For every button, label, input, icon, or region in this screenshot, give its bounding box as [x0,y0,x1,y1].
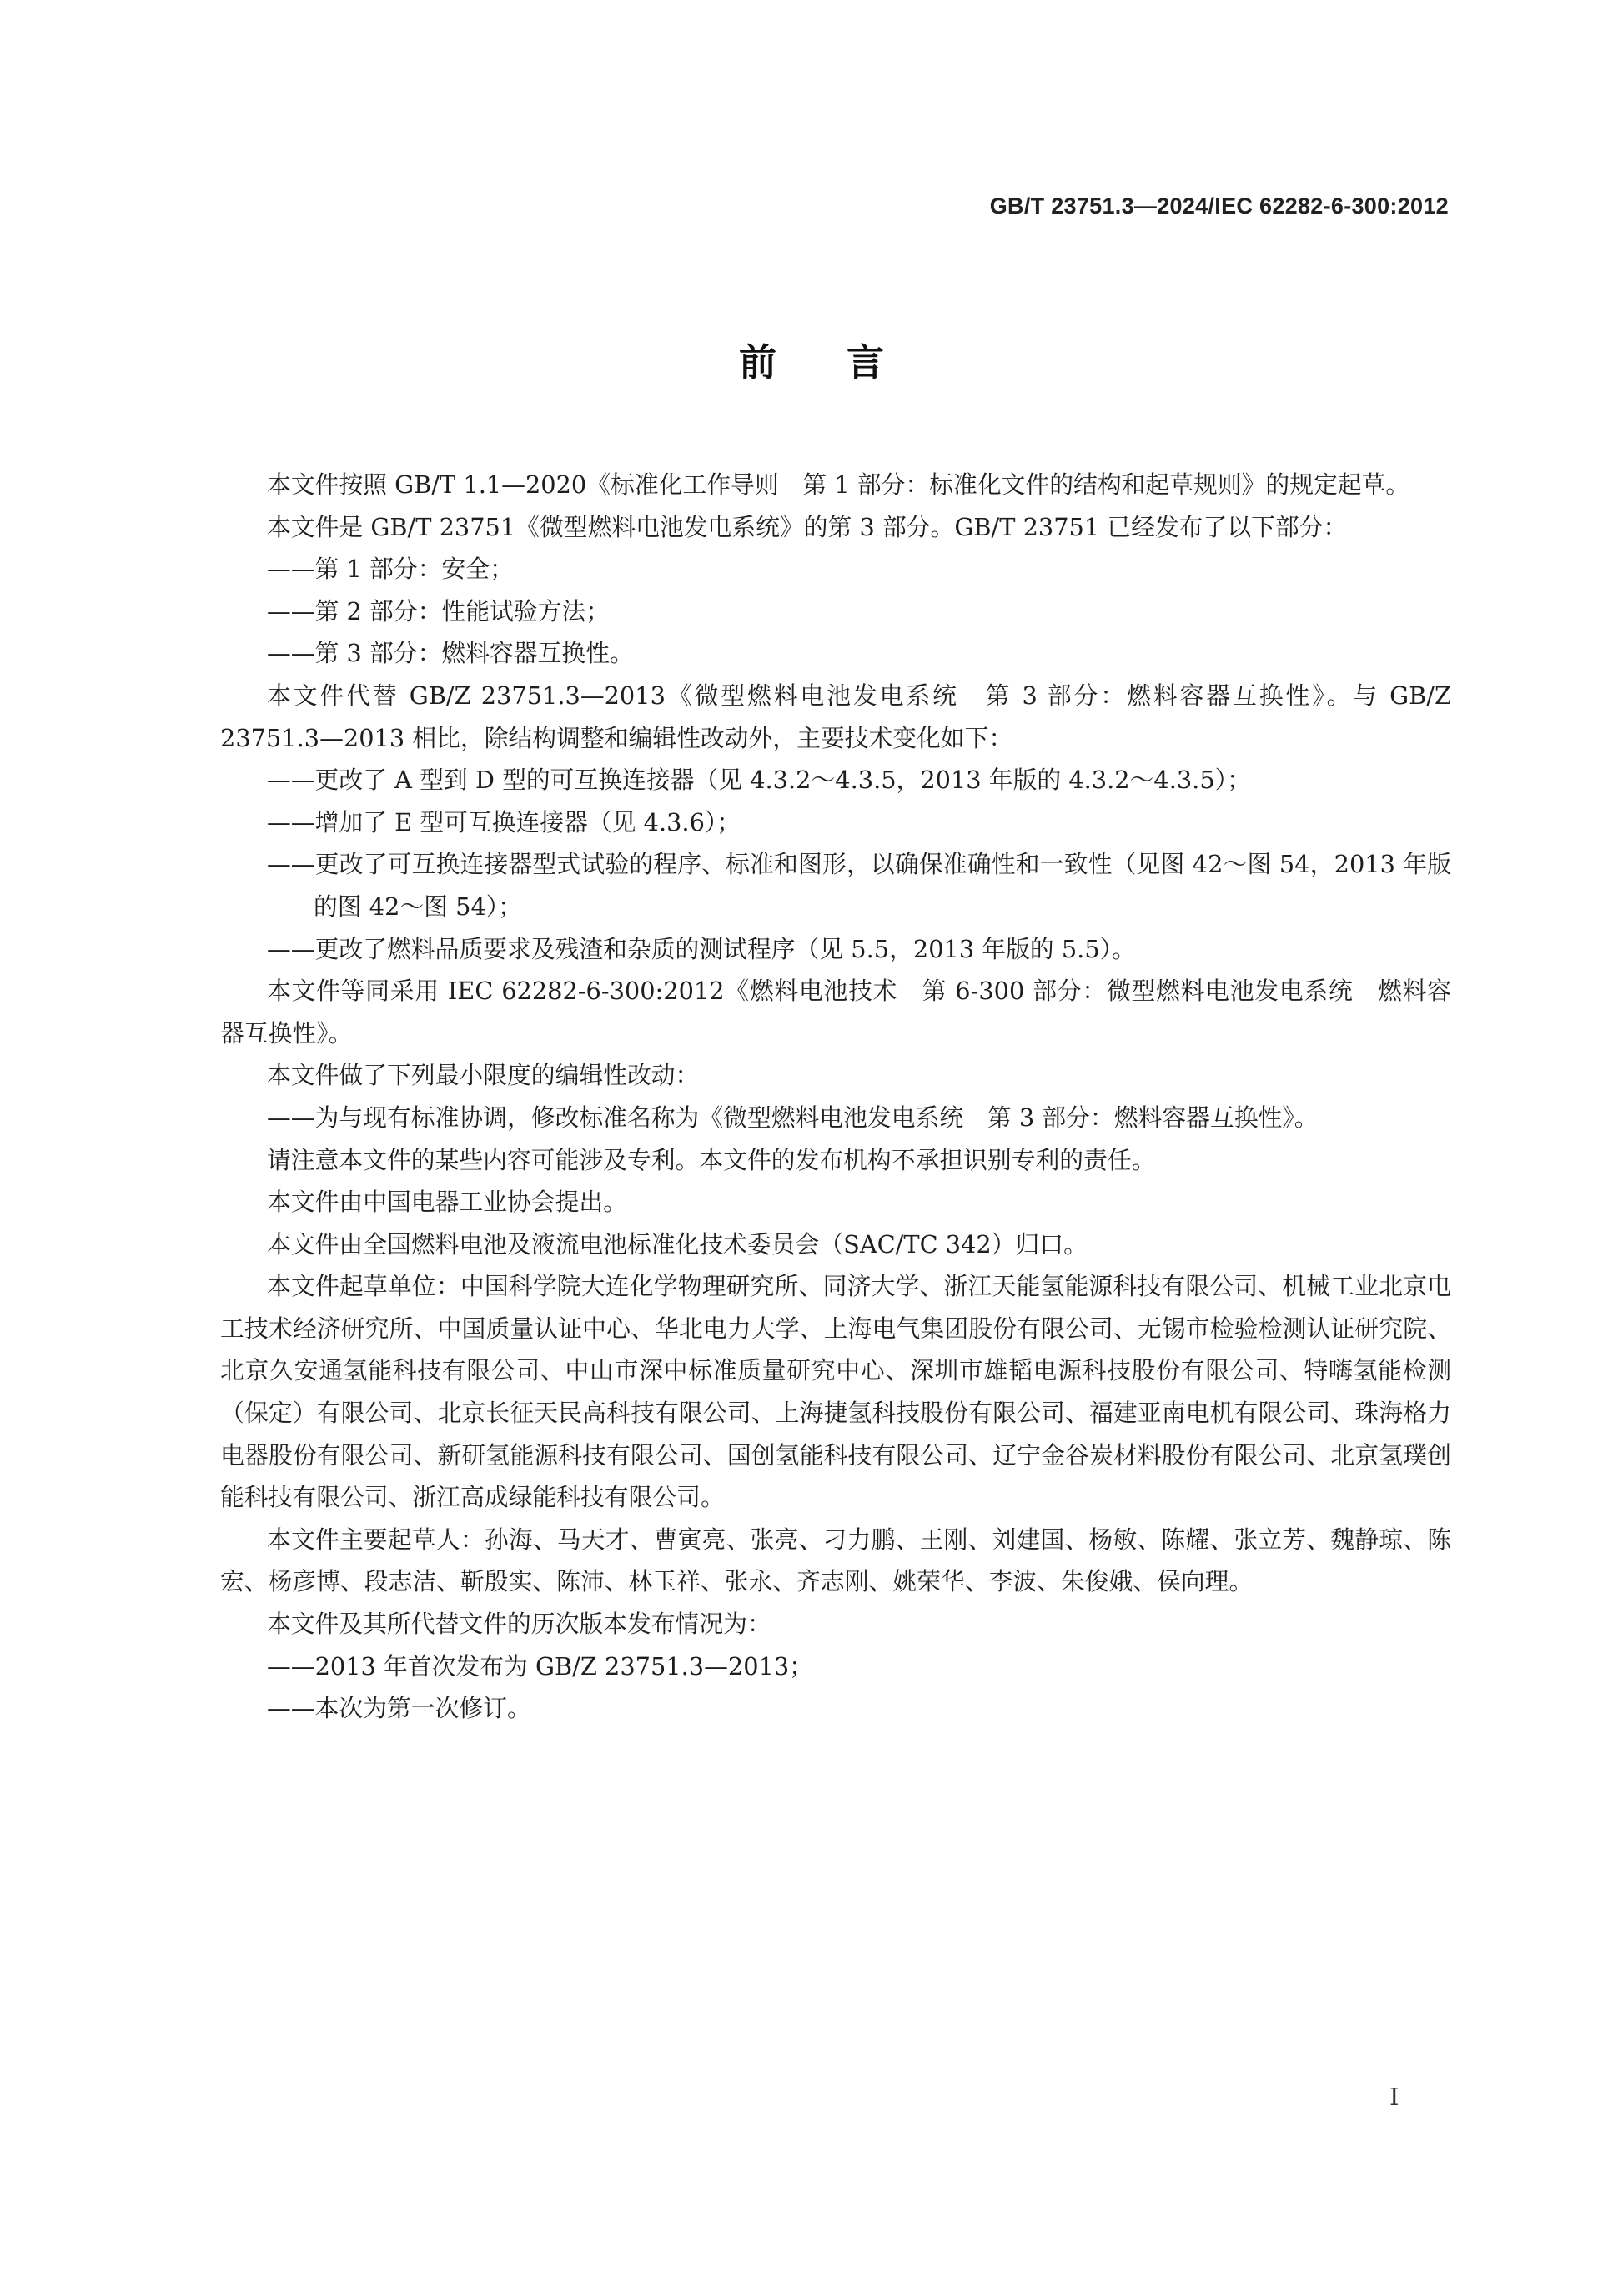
paragraph-editorial-changes: 本文件做了下列最小限度的编辑性改动： [267,1061,700,1090]
list-item-change-tests: ——更改了可互换连接器型式试验的程序、标准和图形，以确保准确性和一致性（见图 42～图 54，2013 年版的图 42～图 54）； [267,850,1451,921]
list-item-part-2: ——第 2 部分：性能试验方法； [267,596,610,625]
paragraph-drafting-rules: 本文件按照 GB/T 1.1—2020《标准化工作导则 第 1 部分：标准化文件的结构和起草规则》的规定起草。 [267,470,1410,499]
paragraph-series-parts: 本文件是 GB/T 23751《微型燃料电池发电系统》的第 3 部分。GB/T 23751 已经发布了以下部分： [267,512,1348,541]
body-text [220,464,1451,1730]
list-item-change-fuel-quality: ——更改了燃料品质要求及残渣和杂质的测试程序（见 5.5，2013 年版的 5.5）。 [267,934,1136,963]
paragraph-history-revision: ——本次为第一次修订。 [267,1694,531,1723]
list-item-part-1: ——第 1 部分：安全； [267,555,514,584]
page-number: I [1389,2082,1399,2111]
list-item-part-3: ——第 3 部分：燃料容器互换性。 [267,639,634,668]
list-item-change-type-e: ——增加了 E 型可互换连接器（见 4.3.6）； [267,807,741,837]
paragraph-proposed-by: 本文件由中国电器工业协会提出。 [267,1188,627,1217]
standard-number-header: GB/T 23751.3—2024/IEC 62282-6-300:2012 [989,193,1449,219]
list-item-change-connectors: ——更改了 A 型到 D 型的可互换连接器（见 4.3.2～4.3.5，2013 年版的 4.3.2～4.3.5）； [267,766,1251,795]
paragraph-history-2013: ——2013 年首次发布为 GB/Z 23751.3—2013； [267,1651,813,1681]
paragraph-replaces: 本文件代替 GB/Z 23751.3—2013《微型燃料电池发电系统 第 3 部分：燃料容器互换性》。与 GB/Z 23751.3—2013 相比，除结构调整和编辑性改动外，主要技术变化如下： [220,681,1451,752]
paragraph-identical-adoption: 本文件等同采用 IEC 62282-6-300:2012《燃料电池技术 第 6-300 部分：微型燃料电池发电系统 燃料容器互换性》。 [220,977,1451,1048]
paragraph-history-intro: 本文件及其所代替文件的历次版本发布情况为： [267,1610,771,1639]
paragraph-drafters: 本文件主要起草人：孙海、马天才、曹寅亮、张亮、刁力鹏、王刚、刘建国、杨敏、陈耀、张立芳、魏静琼、陈宏、杨彦博、段志洁、靳殷实、陈沛、林玉祥、张永、齐志刚、姚荣华、李波、朱俊娥、侯向理。 [220,1525,1451,1596]
paragraph-name-change: ——为与现有标准协调，修改标准名称为《微型燃料电池发电系统 第 3 部分：燃料容器互换性》。 [267,1103,1319,1132]
paragraph-drafting-units: 本文件起草单位：中国科学院大连化学物理研究所、同济大学、浙江天能氢能源科技有限公司、机械工业北京电工技术经济研究所、中国质量认证中心、华北电力大学、上海电气集团股份有限公司、无锡市检验检测认证研究院、北京久安通氢能科技有限公司、中山市深中标准质量研究中心、深圳市雄韬电源科技股份有限公司、特嗨氢能检测（保定）有限公司、北京长征天民高科技有限公司、上海捷氢科技股份有限公司、福建亚南电机有限公司、珠海格力电器股份有限公司、新研氢能源科技有限公司、国创氢能科技有限公司、辽宁金谷炭材料股份有限公司、北京氢璞创能科技有限公司、浙江高成绿能科技有限公司。 [220,1272,1451,1512]
page-title: 前言 [738,340,954,384]
paragraph-committee: 本文件由全国燃料电池及液流电池标准化技术委员会（SAC/TC 342）归口。 [267,1229,1088,1259]
paragraph-patent-notice: 请注意本文件的某些内容可能涉及专利。本文件的发布机构不承担识别专利的责任。 [267,1145,1156,1174]
